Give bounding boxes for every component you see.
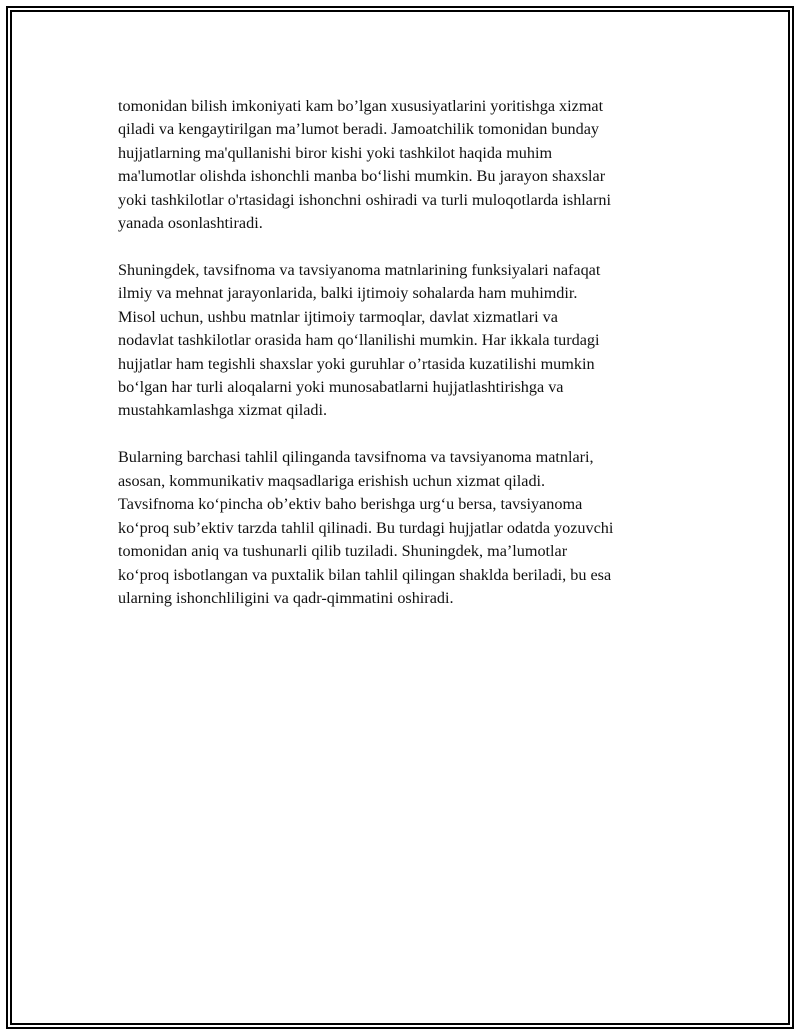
paragraph-3: Bularning barchasi tahlil qilinganda tavsifnoma va tavsiyanoma matnlari, asosan, kommunikativ maqsadlariga erishish uchun xizmat qiladi. Tavsifnoma ko‘pincha ob’ektiv baho berishga urg‘u bersa, tavsiyanoma ko‘proq sub’ektiv tarzda tahlil qilinadi. Bu turdagi hujjatlar odatda yozuvchi tomonidan aniq va tushunarli qilib tuziladi. Shuningdek, ma’lumotlar ko‘proq isbotlangan va puxtalik bilan tahlil qilingan shaklda beriladi, bu esa ularning ishonchliligini va qadr-qimmatini oshiradi. (118, 448, 614, 607)
paragraph-2: Shuningdek, tavsifnoma va tavsiyanoma matnlarining funksiyalari nafaqat ilmiy va mehnat jarayonlarida, balki ijtimoiy sohalarda ham muhimdir. Misol uchun, ushbu matnlar ijtimoiy tarmoqlar, davlat xizmatlari va nodavlat tashkilotlar orasida ham qo‘llanilishi mumkin. Har ikkala turdagi hujjatlar ham tegishli shaxslar yoki guruhlar o’rtasida kuzatilishi mumkin bo‘lgan har turli aloqalarni yoki munosabatlarni hujjatlashtirishga va mustahkamlashga xizmat qiladi. (118, 261, 601, 420)
paragraph-1: tomonidan bilish imkoniyati kam bo’lgan xususiyatlarini yoritishga xizmat qiladi va kengaytirilgan ma’lumot beradi. Jamoatchilik tomonidan bunday hujjatlarning ma'qullanishi biror kishi yoki tashkilot haqida muhim ma'lumotlar olishda ishonchli manba bo‘lishi mumkin. Bu jarayon shaxslar yoki tashkilotlar o'rtasidagi ishonchni oshiradi va turli muloqotlarda ishlarni yanada osonlashtiradi. (118, 97, 611, 233)
document-body (118, 95, 688, 634)
